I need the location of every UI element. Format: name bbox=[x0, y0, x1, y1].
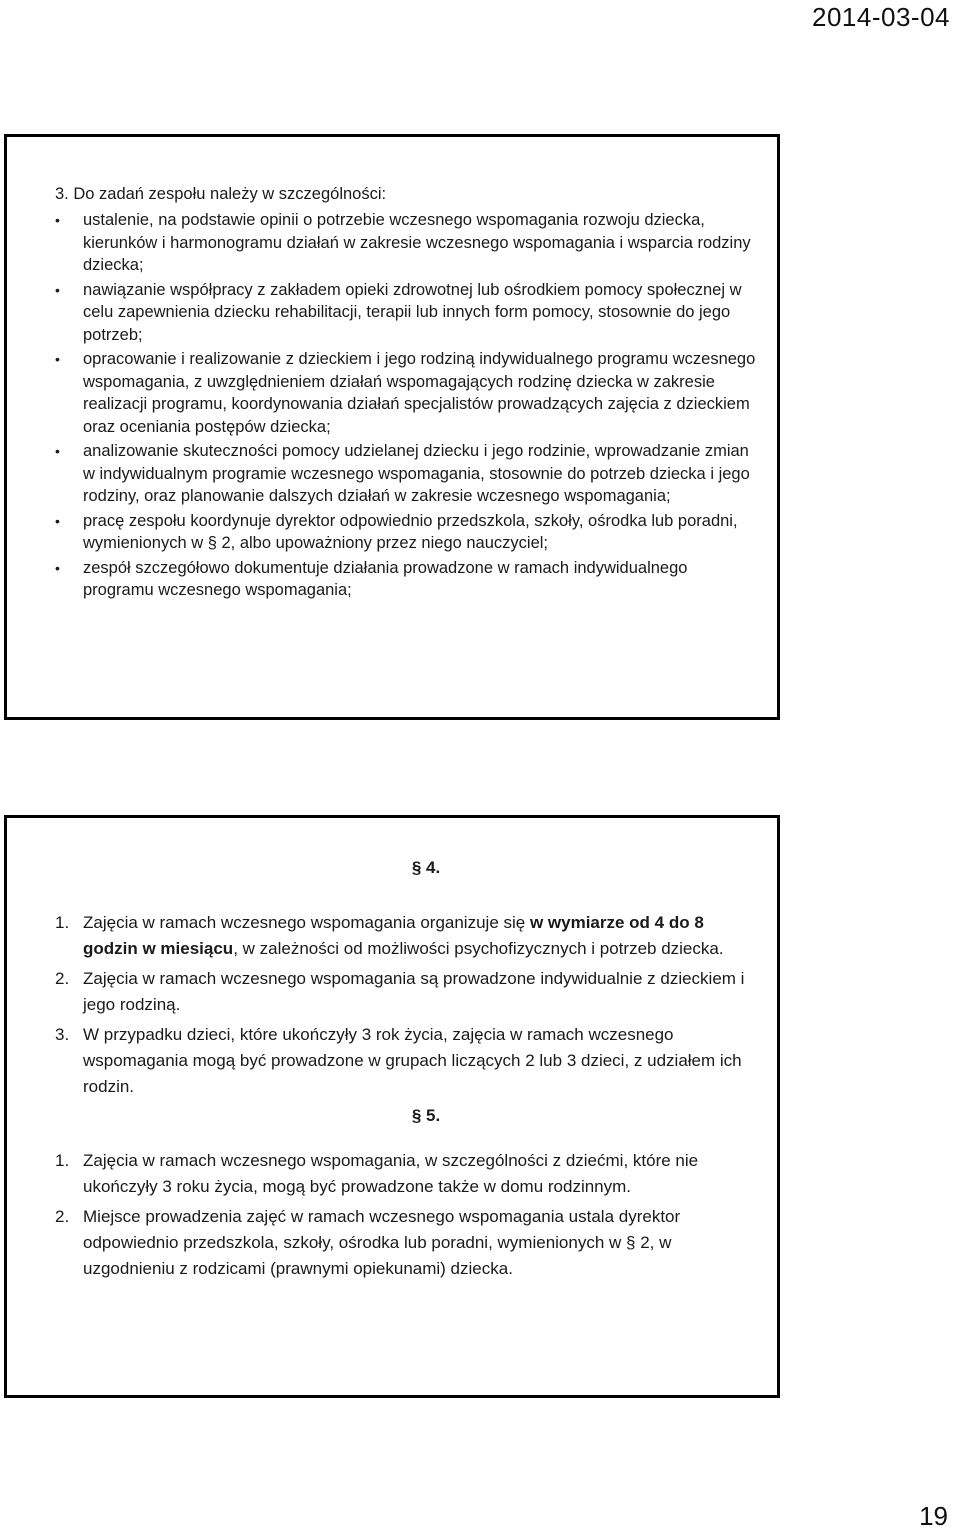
list-item bbox=[55, 1022, 757, 1100]
item-text: W przypadku dzieci, które ukończyły 3 rok życia, zajęcia w ramach wczesnego wspomagania mogą być prowadzone w grupach liczących 2 lub 3 dzieci, z udziałem ich rodzin. bbox=[83, 1025, 742, 1096]
bullet-icon: • bbox=[55, 212, 60, 228]
list-item bbox=[55, 510, 757, 555]
item-number: 2. bbox=[55, 969, 70, 988]
item-text: Zajęcia w ramach wczesnego wspomagania są prowadzone indywidualnie z dzieckiem i jego rodziną. bbox=[83, 969, 745, 1014]
page-date: 2014-03-04 bbox=[812, 2, 950, 32]
list-item bbox=[55, 1148, 757, 1200]
item-text-bold: w wymiarze od 4 do 8 godzin w miesiącu bbox=[83, 913, 704, 958]
bullet-icon: • bbox=[55, 443, 60, 459]
list-item bbox=[55, 279, 757, 347]
section-4-list bbox=[55, 910, 757, 1100]
item-text: Zajęcia w ramach wczesnego wspomagania, w szczególności z dziećmi, które nie ukończyły 3 roku życia, mogą być prowadzone także w domu rodzinnym. bbox=[83, 1151, 699, 1196]
item-text: Miejsce prowadzenia zajęć w ramach wczesnego wspomagania ustala dyrektor odpowiednio przedszkola, szkoły, ośrodka lub poradni, wymienionych w § 2, w uzgodnieniu z rodzicami (prawnymi opiekunami) dziecka. bbox=[83, 1207, 681, 1278]
section-5-list bbox=[55, 1148, 757, 1282]
slide-1-heading: 3. Do zadań zespołu należy w szczególności: bbox=[55, 185, 387, 203]
slide-1 bbox=[4, 134, 780, 720]
item-text-end: , w zależności od możliwości psychofizycznych i potrzeb dziecka. bbox=[233, 939, 724, 958]
item-text-start: Zajęcia w ramach wczesnego wspomagania organizuje się bbox=[83, 913, 530, 932]
list-item-text: zespół szczegółowo dokumentuje działania prowadzone w ramach indywidualnego programu wczesnego wspomagania; bbox=[83, 558, 688, 599]
list-item-text: analizowanie skuteczności pomocy udzielanej dziecku i jego rodzinie, wprowadzanie zmian w indywidualnym programie wczesnego wspomagania, stosownie do potrzeb dziecka i jego rodziny, oraz planowanie dalszych działań w zakresie wczesnego wspomagania; bbox=[83, 442, 750, 505]
list-item-text: nawiązanie współpracy z zakładem opieki zdrowotnej lub ośrodkiem pomocy społecznej w celu zapewnienia dziecku rehabilitacji, terapii lub innych form pomocy, stosownie do jego potrzeb; bbox=[83, 280, 742, 344]
page-number: 19 bbox=[919, 1501, 948, 1531]
list-item bbox=[55, 348, 757, 438]
list-item bbox=[55, 966, 757, 1018]
bullet-icon: • bbox=[55, 281, 60, 298]
list-item-text: opracowanie i realizowanie z dzieckiem i jego rodziną indywidualnego programu wczesnego wspomagania, z uwzględnieniem działań wspomagających rodzinę dziecka w zakresie realizacji programu, koordynowania działań specjalistów prowadzących zajęcia z dzieckiem oraz oceniania postępów dziecka; bbox=[83, 350, 756, 436]
section-4-heading: § 4. bbox=[411, 858, 441, 877]
list-item bbox=[55, 209, 757, 277]
slide-2 bbox=[4, 815, 780, 1398]
list-item bbox=[55, 1204, 757, 1282]
list-item bbox=[55, 910, 757, 962]
list-item bbox=[55, 440, 757, 508]
bullet-icon: • bbox=[55, 559, 60, 576]
bullet-icon: • bbox=[55, 351, 60, 367]
list-item bbox=[55, 557, 757, 602]
team-duties-list bbox=[55, 209, 757, 602]
item-number: 1. bbox=[55, 1151, 70, 1170]
item-number: 3. bbox=[55, 1025, 70, 1044]
list-item-text: pracę zespołu koordynuje dyrektor odpowiednio przedszkola, szkoły, ośrodka lub poradni, wymienionych w § 2, albo upoważniony przez niego nauczyciel; bbox=[83, 511, 738, 552]
item-number: 2. bbox=[55, 1207, 70, 1226]
bullet-icon: • bbox=[55, 512, 60, 529]
section-5-heading: § 5. bbox=[411, 1106, 441, 1125]
item-number: 1. bbox=[55, 913, 70, 932]
list-item-text: ustalenie, na podstawie opinii o potrzebie wczesnego wspomagania rozwoju dziecka, kierunków i harmonogramu działań w zakresie wczesnego wspomagania i wsparcia rodziny dziecka; bbox=[83, 211, 751, 274]
